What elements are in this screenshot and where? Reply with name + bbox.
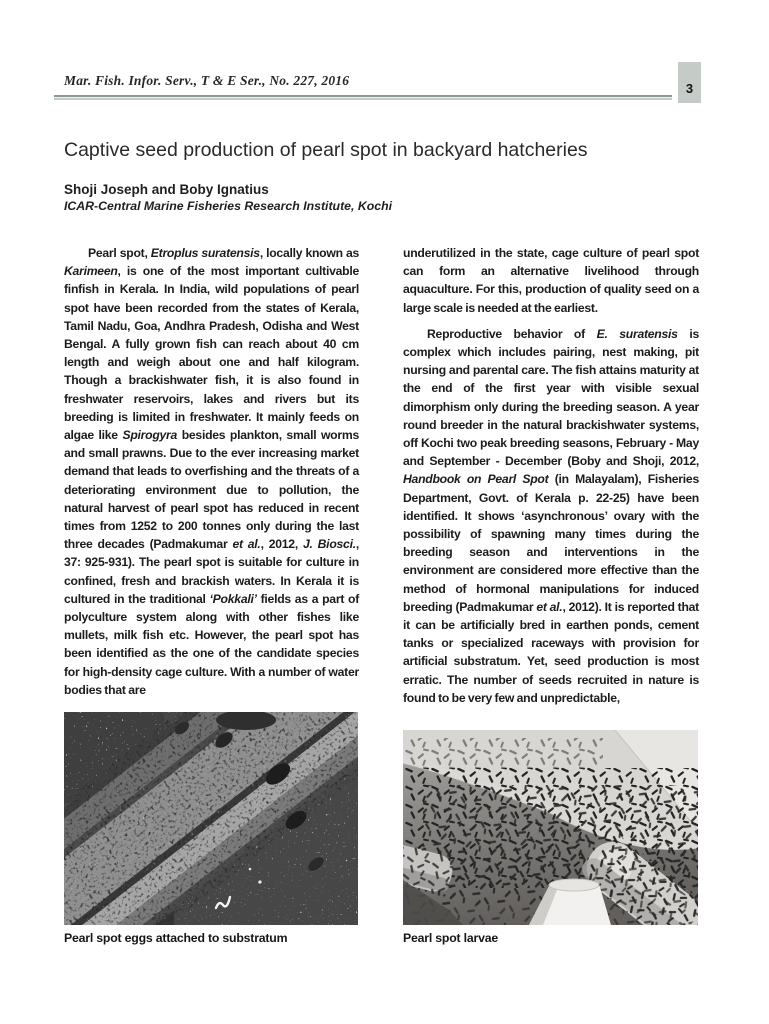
article-title: Captive seed production of pearl spot in backyard hatcheries <box>64 139 588 161</box>
body-paragraph-2: Reproductive behavior of E. suratensis is complex which includes pairing, nest making, pit nursing and parental care. The fish attains maturity at the end of the first year with visible sexual dimorphism only during the breeding season. A year round breeder in the natural brackishwater systems, off Kochi two peak breeding seasons, February - May and September - December (Boby and Shoji, 2012, Handbook on Pearl Spot (in Malayalam), Fisheries Department, Govt. of Kerala p. 22-25) have been identified. It shows ‘asynchronous’ ovary with the possibility of spawning many times during the breeding season and interventions in the environment are considered more effective than the method of hormonal manipulations for induced breeding (Padmakumar et al., 2012). It is reported that it can be artificially bred in earthen ponds, cement tanks or specialized raceways with provision for artificial substratum. Yet, seed production is most erratic. The number of seeds recruited in nature is found to be very few and unpredictable, <box>403 326 699 705</box>
affiliation-line: ICAR-Central Marine Fisheries Research Institute, Kochi <box>64 199 392 213</box>
figure-caption-larvae: Pearl spot larvae <box>403 931 499 945</box>
header-rule <box>54 95 672 100</box>
body-paragraph-1: Pearl spot, Etroplus suratensis, locally known as Karimeen, is one of the most important cultivable finfish in Kerala. In India, wild populations of pearl spot have been recorded from the states of Kerala, Tamil Nadu, Goa, Andhra Pradesh, Odisha and West Bengal. A fully grown fish can reach about 40 cm length and weigh about one and half kilogram. Though a brackishwater fish, it is also found in freshwater reservoirs, lakes and rivers but its breeding is limited in freshwater. It mainly feeds on algae like Spirogyra besides plankton, small worms and small prawns. Due to the ever increasing market demand that leads to overfishing and the threats of a deteriorating environment due to pollution, the natural harvest of pearl spot has reduced in recent times from 1252 to 200 tonnes only during the last three decades (Padmakumar et al., 2012, J. Biosci., 37: 925-931). The pearl spot is suitable for culture in confined, fresh and brackish waters. In Kerala it is cultured in the traditional ‘Pokkali’ fields as a part of polyculture system along with other fishes like mullets, milk fish etc. However, the pearl spot has been identified as the one of the candidate species for high-density cage culture. With a number of water bodies that are <box>64 246 360 697</box>
journal-header: Mar. Fish. Infor. Serv., T & E Ser., No. 227, 2016 <box>64 73 350 88</box>
eggs-on-substratum-photo <box>64 712 358 925</box>
text-column-left <box>64 244 359 699</box>
larvae-tank-photo <box>403 730 698 925</box>
page-number: 3 <box>685 81 694 96</box>
authors-line: Shoji Joseph and Boby Ignatius <box>64 182 269 197</box>
body-paragraph-1-continued: underutilized in the state, cage culture of pearl spot can form an alternative livelihood through aquaculture. For this, production of quality seed on a large scale is needed at the earliest. <box>403 246 699 315</box>
page-number-box <box>678 62 701 103</box>
text-column-right <box>403 244 699 707</box>
figure-caption-eggs: Pearl spot eggs attached to substratum <box>64 931 288 945</box>
